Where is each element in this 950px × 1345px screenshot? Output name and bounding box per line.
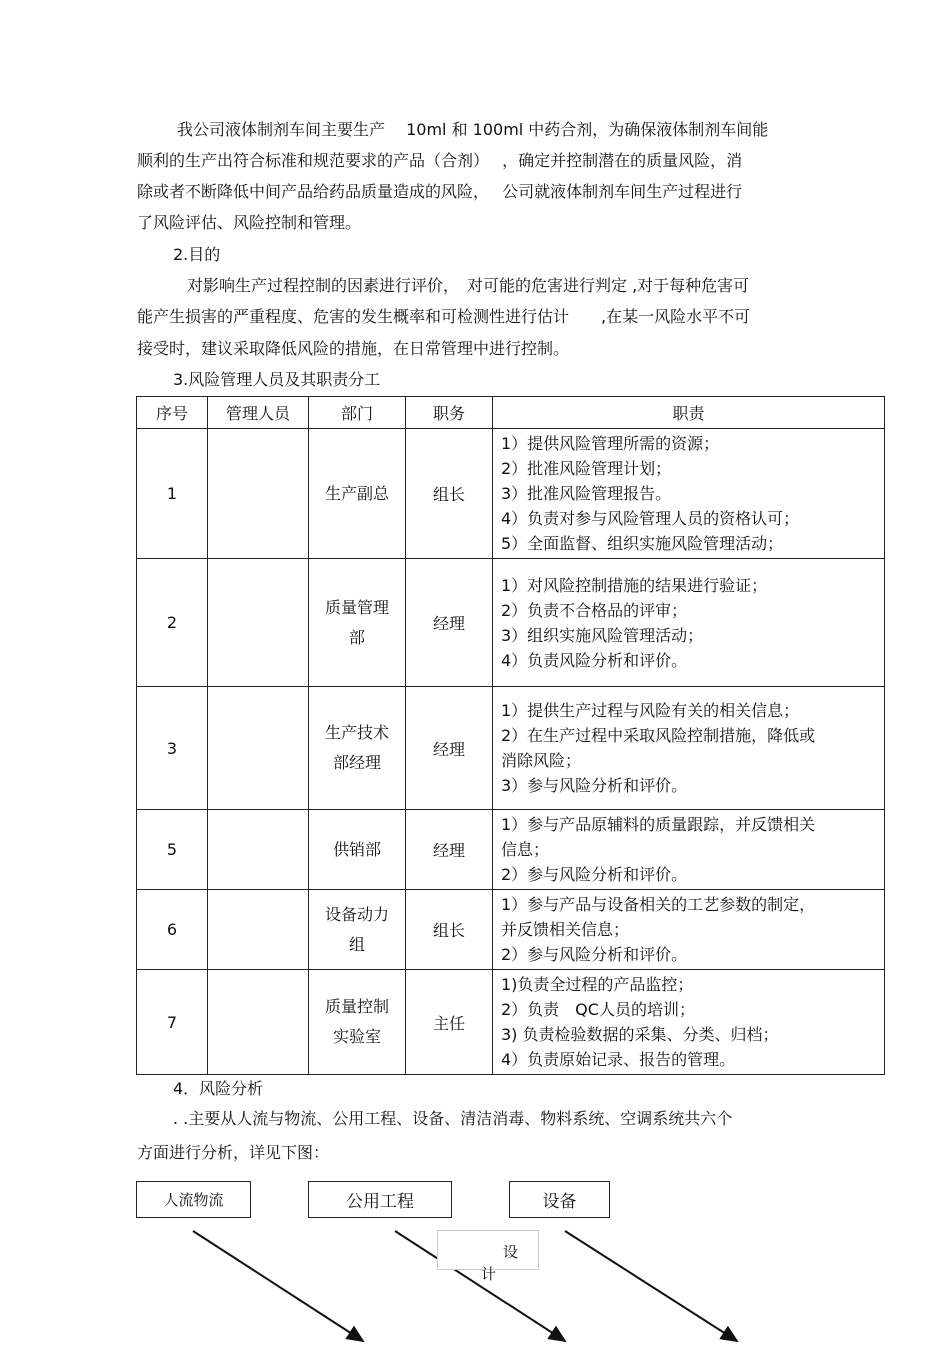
intro-line-3: 除或者不断降低中间产品给药品质量造成的风险， 公司就液体制剂车间生产过程进行 <box>137 182 743 201</box>
row-no: 1 <box>137 429 208 559</box>
duty-item: 2）负责不合格品的评审； <box>501 600 688 620</box>
duty-item: 2）在生产过程中采取风险控制措施，降低或 <box>501 726 816 745</box>
intro-line-2: 顺利的生产出符合标准和规范要求的产品（合剂） ，确定并控制潜在的质量风险，消 <box>137 151 743 170</box>
box-equipment <box>509 1181 610 1218</box>
section-4-heading: 4．风险分析 <box>173 1079 264 1098</box>
duty-item: 2）批准风险管理计划； <box>501 459 672 478</box>
box-label: 设 <box>503 1243 519 1261</box>
analysis-line-1: . .主要从人流与物流、公用工程、设备、清洁消毒、物料系统、空调系统共六个 <box>173 1109 733 1128</box>
box-label: 设备 <box>542 1192 577 1212</box>
box-label: 计 <box>481 1265 497 1283</box>
duty-item: 4）负责对参与风险管理人员的资格认可； <box>501 509 800 528</box>
dept-line: 组 <box>348 934 365 954</box>
row-no: 6 <box>137 890 208 970</box>
row-title: 组长 <box>406 890 493 970</box>
dept-line: 生产副总 <box>324 483 389 503</box>
box-utilities <box>308 1181 452 1218</box>
box-label: 公用工程 <box>346 1192 414 1212</box>
row-title: 经理 <box>406 559 493 687</box>
header-title: 职务 <box>406 397 493 429</box>
duty-item: 信息； <box>501 840 550 859</box>
duty-item: 1）提供生产过程与风险有关的相关信息； <box>501 701 800 720</box>
duty-item: 1）对风险控制措施的结果进行验证； <box>501 575 768 595</box>
duty-item: 1）参与产品原辅料的质量跟踪，并反馈相关 <box>501 815 816 834</box>
header-no: 序号 <box>137 397 208 429</box>
dept-line: 实验室 <box>332 1027 381 1046</box>
purpose-line-1: 对影响生产过程控制的因素进行评价， 对可能的危害进行判定 ,对于每种危害可 <box>187 276 750 295</box>
duty-item: 1）参与产品与设备相关的工艺参数的制定， <box>501 895 816 914</box>
header-duties: 职责 <box>493 397 885 429</box>
row-title: 经理 <box>406 810 493 890</box>
header-dept: 部门 <box>309 397 406 429</box>
dept-line: 部经理 <box>332 753 381 772</box>
duty-item: 1)负责全过程的产品监控； <box>501 975 694 994</box>
duty-item: 2）参与风险分析和评价。 <box>501 945 688 964</box>
row-title: 主任 <box>406 970 493 1075</box>
purpose-line-3: 接受时，建议采取降低风险的措施，在日常管理中进行控制。 <box>137 339 570 358</box>
dept-line: 供销部 <box>332 839 381 859</box>
arrow-line <box>565 1231 737 1341</box>
box-design <box>437 1230 539 1283</box>
row-no: 3 <box>137 687 208 810</box>
duty-item: 并反馈相关信息； <box>501 920 630 939</box>
duty-item: 2）负责 QC人员的培训； <box>501 1000 695 1019</box>
dept-line: 部 <box>348 627 365 647</box>
duty-item: 4）负责原始记录、报告的管理。 <box>501 1050 736 1069</box>
dept-line: 生产技术 <box>324 723 389 742</box>
section-2-heading: 2.目的 <box>173 245 221 264</box>
analysis-line-2: 方面进行分析，详见下图： <box>137 1143 330 1162</box>
duty-item: 1）提供风险管理所需的资源； <box>501 434 720 453</box>
box-label: 人流物流 <box>163 1191 224 1209</box>
duty-item: 3）组织实施风险管理活动； <box>501 625 704 645</box>
row-no: 2 <box>137 559 208 687</box>
box-people-material-flow <box>136 1181 251 1218</box>
duty-item: 3）批准风险管理报告。 <box>501 484 672 503</box>
row-title: 经理 <box>406 687 493 810</box>
header-person: 管理人员 <box>208 397 309 429</box>
duty-item: 3）参与风险分析和评价。 <box>501 776 688 795</box>
duty-item: 3) 负责检验数据的采集、分类、归档； <box>501 1025 779 1044</box>
duty-item: 4）负责风险分析和评价。 <box>501 650 688 670</box>
row-no: 7 <box>137 970 208 1075</box>
arrow-line <box>193 1231 363 1341</box>
section-3-heading: 3.风险管理人员及其职责分工 <box>173 370 381 389</box>
duty-item: 消除风险； <box>501 751 582 770</box>
intro-line-4: 了风险评估、风险控制和管理。 <box>137 213 362 232</box>
dept-line: 质量管理 <box>324 597 389 617</box>
dept-line: 质量控制 <box>324 997 389 1016</box>
duty-item: 2）参与风险分析和评价。 <box>501 865 688 884</box>
dept-line: 设备动力 <box>324 904 389 924</box>
duty-item: 5）全面监督、组织实施风险管理活动； <box>501 534 784 553</box>
purpose-line-2: 能产生损害的严重程度、危害的发生概率和可检测性进行估计 ,在某一风险水平不可 <box>137 307 751 326</box>
intro-line-1: 我公司液体制剂车间主要生产 10ml 和 100ml 中药合剂，为确保液体制剂车间能 <box>177 120 769 139</box>
row-no: 5 <box>137 810 208 890</box>
row-title: 组长 <box>406 429 493 559</box>
